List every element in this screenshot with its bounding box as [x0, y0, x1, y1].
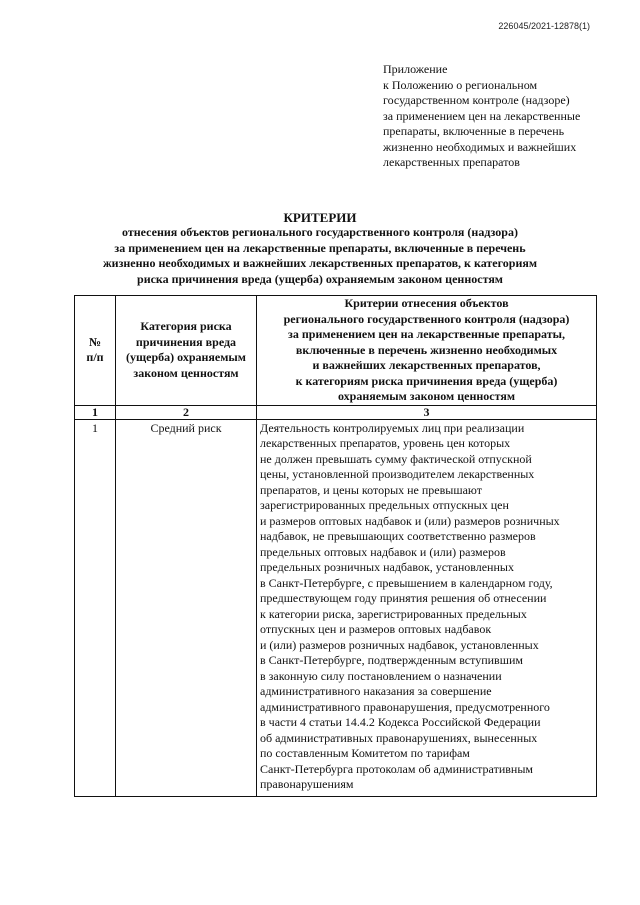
appendix-line: за применением цен на лекарственные: [383, 108, 581, 123]
table-row: [75, 419, 597, 796]
header-number: № п/п: [75, 296, 116, 406]
appendix-line: препараты, включенные в перечень: [383, 124, 565, 138]
column-number: 1: [75, 405, 116, 419]
header-criteria: Критерии отнесения объектов регионального государственного контроля (надзора) за применением цен на лекарственные препараты, включенные в перечень жизненно необходимых и важнейших лекарственных препаратов, к категориям риска причинения вреда (ущерба) охраняемым законом ценностям: [257, 296, 597, 406]
table-header-row: [75, 296, 597, 406]
subtitle-line: отнесения объектов регионального государственного контроля (надзора): [122, 225, 518, 239]
appendix-note: [383, 62, 623, 171]
document-subtitle: [40, 225, 600, 287]
appendix-line: государственном контроле (надзоре): [383, 93, 570, 107]
row-criteria: Деятельность контролируемых лиц при реализации лекарственных препаратов, уровень цен которых не должен превышать сумму фактической отпускной цены, установленной производителем лекарственных препаратов, и цены которых не превышают зарегистрированных предельных отпускных цен и размеров оптовых надбавок и (или) размеров розничных надбавок, не превышающих соответственно размеров предельных оптовых надбавок и (или) размеров предельных розничных надбавок, установленных в Санкт-Петербурге, с превышением в календарном году, предшествующем году принятия решения об отнесении к категории риска, зарегистрированных предельных отпускных цен и размеров оптовых надбавок и (или) размеров розничных надбавок, установленных в Санкт-Петербурге, подтвержденным вступившим в законную силу постановлением о назначении административного наказания за совершение административного правонарушения, предусмотренного в части 4 статьи 14.4.2 Кодекса Российской Федерации об административных правонарушениях, вынесенных по составленным Комитетом по тарифам Санкт-Петербурга протоколам об административным правонарушениям: [257, 419, 597, 796]
appendix-line: Приложение: [383, 62, 448, 76]
column-number: 3: [257, 405, 597, 419]
criteria-table: [74, 295, 597, 797]
document-title: КРИТЕРИИ: [283, 210, 357, 225]
row-risk-category: Средний риск: [116, 419, 257, 796]
subtitle-line: за применением цен на лекарственные препараты, включенные в перечень: [114, 240, 526, 255]
column-number-row: [75, 405, 597, 419]
appendix-line: жизненно необходимых и важнейших: [383, 139, 577, 154]
column-number: 2: [116, 405, 257, 419]
subtitle-line: жизненно необходимых и важнейших лекарственных препаратов, к категориям: [102, 256, 538, 270]
appendix-line: лекарственных препаратов: [383, 155, 520, 169]
row-number: 1: [75, 419, 116, 796]
appendix-line: к Положению о региональном: [383, 77, 538, 92]
document-id: 226045/2021-12878(1): [498, 21, 590, 31]
subtitle-line: риска причинения вреда (ущерба) охраняемым законом ценностям: [137, 271, 503, 286]
header-risk-category: Категория риска причинения вреда (ущерба) охраняемым законом ценностям: [116, 296, 257, 406]
document-title-block: [40, 210, 600, 287]
